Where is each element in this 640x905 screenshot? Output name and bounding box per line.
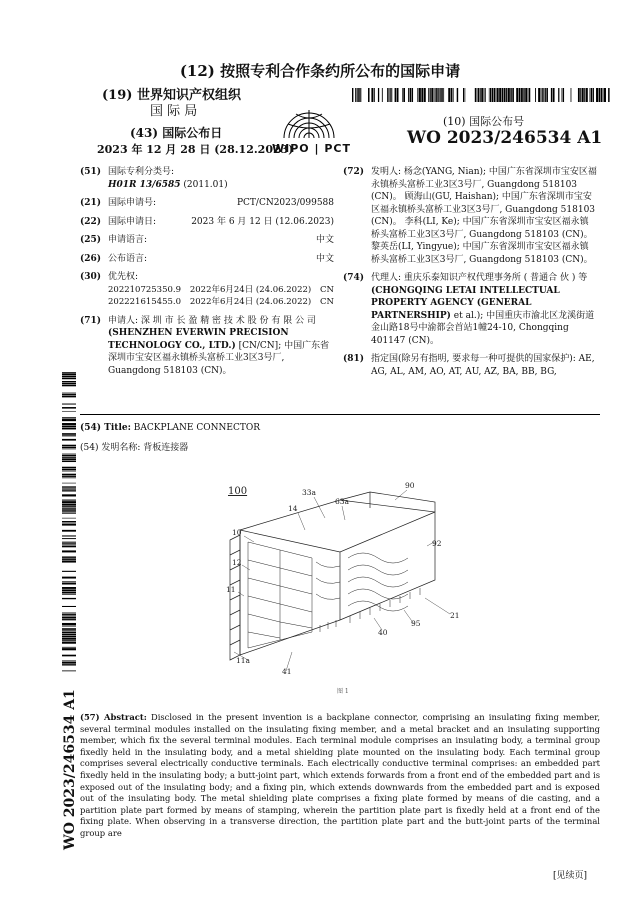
drawing-label: 95 [411,619,421,628]
abstract: (57) Abstract: Disclosed in the present invention is a backplane connector, comprising an insulating fixing member, several terminal modules installed on the insulating fixing member, and a metal bracket and an insulating supporting member, which fix the several terminal modules. Each terminal module comprises an insulating body, a terminal group fixedly held in the insulating body, and a metal shielding plate mounted on the insulating body. Each terminal group comprises several electrically conductive terminals. Each electrically conductive terminal comprises: an embedded part fixedly held in the insulating body; a butt-joint part, which extends forwards from a front end of the embedded part and is exposed out of the insulating body; and a fixing pin, which extends downwards from the embedded part and is exposed out of the insulating body. The metal shielding plate comprises a fixing plate formed by means of die casting, and a partition plate part formed by means of stamping, wherein the partition plate part is fixedly held at a front end of the fixing plate. When observing in a transverse direction, the partition plate part and the butt-joint parts of the terminal group are [80,712,600,838]
field-51-classification: (51) 国际专利分类号: H01R 13/6585 (2011.01) [80,167,228,190]
drawing-label: 92 [432,539,442,548]
figure-caption: 图 1 [337,688,349,695]
drawing-label: 41 [282,667,292,676]
field-22-filing-date: (22) 国际申请日: 2023 年 6 月 12 日 (12.06.2023) [80,216,334,227]
bibliographic-left-column [80,166,334,383]
continued-label: [见续页] [553,871,588,881]
drawing-label: 12 [232,558,242,567]
title-english: (54) Title: BACKPLANE CONNECTOR [80,423,260,433]
field-81-designated-states: (81) 指定国(除另有指明, 要求每一种可提供的国家保护): AE, AG, AL, AM, AO, AT, AU, AZ, BA, BB, BG, [343,354,595,377]
drawing-label: 33a [302,488,317,497]
title-chinese: (54) 发明名称: 背板连接器 [80,443,189,453]
wipo-logo-icon [274,102,344,142]
publication-number: WO 2023/246534 A1 [407,128,603,148]
field-72-inventors: (72) 发明人: 杨念(YANG, Nian); 中国广东省深圳市宝安区福永镇桥头富桥工业3区3号厂, Guangdong 518103 (CN)。 顾海山(GU, Haishan); 中国广东省深圳市宝安区福永镇桥头富桥工业3区3号厂, Guangdong 518103 (CN)。 李科(LI, Ke); 中国广东省深圳市宝安区福永镇桥头富桥工业3区3号厂, Guangdong 518103 (CN)。 黎英岳(LI, Yingyue); 中国广东省深圳市宝安区福永镇桥头富桥工业3区3号厂, Guangdong 518103 (CN)。 [343,167,597,265]
priority-row: 202221615455.0 2022年6月24日 (24.06.2022) CN [108,297,334,307]
bibliographic-right-column [343,166,597,384]
wipo-pct-logo-text: WIPO | PCT [272,142,351,155]
field-74-agent: (74) 代理人: 重庆乐泰知识产权代理事务所 ( 普通合 伙 ) 等 (CHONGQING LETAI INTELLECTUAL PROPERTY AGENCY (GENERAL PARTNERSHIP) et al.); 中国重庆市渝北区龙溪街道金山路18号中渝都会首站1幢24-10, Chongqing 401147 (CN)。 [343,273,595,346]
field-26-publication-language: (26) 公布语言: 中文 [80,253,334,264]
field-30-priority: (30) 优先权: 202210725350.9 2022年6月24日 (24.06.2022) CN 202221615455.0 2022年6月24日 (24.06.2022) CN [80,272,334,307]
side-publication-number: WO 2023/246534 A1 [62,689,78,850]
side-barcode [62,372,76,672]
field-25-filing-language: (25) 申请语言: 中文 [80,235,334,245]
organization-name: (19) 世界知识产权组织 [102,88,241,103]
drawing-label: 11a [236,656,251,665]
publication-date: 2023 年 12 月 28 日 (28.12.2023) [97,143,294,156]
drawing-label: 10 [232,528,242,537]
field-21-application-number: (21) 国际申请号: PCT/CN2023/099588 [80,198,334,208]
drawing-label: 40 [378,628,388,637]
drawing-label: 14 [288,504,298,513]
priority-row: 202210725350.9 2022年6月24日 (24.06.2022) CN [108,284,334,295]
top-barcode [352,88,610,102]
drawing-label: 11 [226,585,236,594]
field-71-applicant: (71) 申请人: 深 圳 市 长 盈 精 密 技 术 股 份 有 限 公 司 (SHENZHEN EVERWIN PRECISION TECHNOLOGY CO., LTD.) [CN/CN]; 中国广东省深圳市宝安区福永镇桥头富桥工业3区3号厂, Guangdong 518103 (CN)。 [80,315,330,376]
publication-date-label: (43) 国际公布日 [130,126,223,140]
drawing-label: 63a [335,497,350,506]
connector-drawing [220,480,460,690]
publication-number-label: (10) 国际公布号 [443,115,525,128]
drawing-ref-100: 100 [228,486,248,497]
drawing-label: 21 [450,611,460,620]
drawing-label: 90 [405,481,415,490]
document-title: (12) 按照专利合作条约所公布的国际申请 [179,62,461,80]
organization-bureau: 国 际 局 [150,104,198,119]
section-divider [80,414,600,415]
